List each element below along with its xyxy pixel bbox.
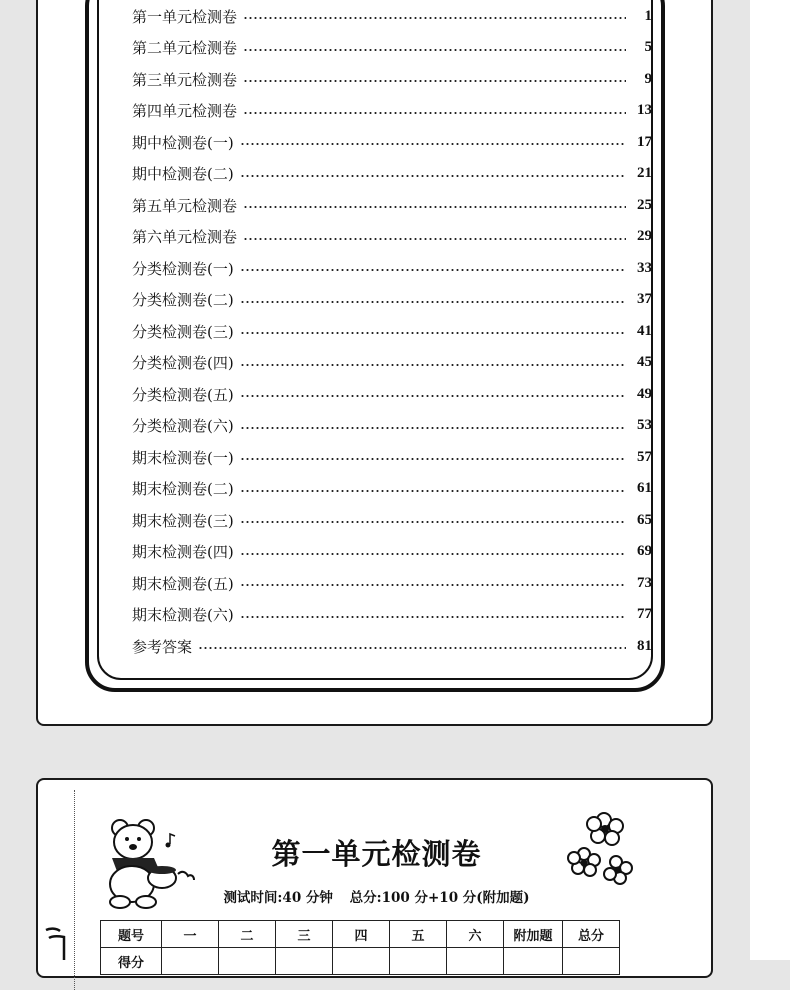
score-table-header-row — [101, 921, 620, 948]
score-table-column: 五 — [390, 921, 447, 948]
toc-entry-page-number: 29 — [637, 228, 652, 244]
total-score-label: 总分:100 分+10 分(附加题) — [349, 890, 530, 906]
paper-title: 第一单元检测卷 — [271, 837, 482, 871]
toc-entry-page-number: 1 — [644, 7, 652, 24]
toc-entry-title: 第四单元检测卷 — [132, 102, 238, 120]
toc-leader-dots — [240, 520, 626, 524]
toc-entry-page-number: 17 — [637, 133, 652, 150]
toc-entry[interactable] — [132, 351, 652, 375]
toc-leader-dots — [240, 552, 626, 556]
toc-entry-page-number: 69 — [637, 543, 652, 559]
toc-entry-title: 期末检测卷(五) — [132, 574, 234, 593]
score-cell[interactable] — [333, 948, 390, 975]
toc-entry-page-number: 61 — [637, 480, 652, 496]
toc-leader-dots — [198, 646, 626, 650]
toc-entry-page-number: 13 — [637, 102, 652, 118]
score-table-column: 三 — [276, 921, 333, 948]
toc-entry-title: 第一单元检测卷 — [132, 7, 238, 26]
toc-entry-title: 分类检测卷(四) — [132, 354, 234, 372]
toc-entry-page-number: 53 — [637, 417, 652, 433]
score-table — [100, 920, 620, 975]
toc-entry-page-number: 37 — [637, 291, 652, 307]
toc-entry-title: 期末检测卷(四) — [132, 543, 234, 561]
toc-entry-title: 第五单元检测卷 — [132, 196, 238, 215]
toc-leader-dots — [243, 111, 626, 115]
toc-entry-title: 分类检测卷(一) — [132, 259, 234, 278]
toc-entry[interactable] — [132, 67, 652, 91]
toc-entry-page-number: 77 — [637, 606, 652, 622]
toc-entry-page-number: 25 — [637, 196, 652, 213]
toc-entry-title: 期末检测卷(一) — [132, 448, 234, 467]
toc-entry-title: 第二单元检测卷 — [132, 39, 238, 57]
toc-entry[interactable] — [132, 319, 652, 343]
score-table-score-row — [101, 948, 620, 975]
toc-leader-dots — [240, 268, 626, 272]
toc-entry[interactable] — [132, 225, 652, 249]
toc-entry-page-number: 5 — [644, 39, 652, 55]
toc-leader-dots — [240, 583, 626, 587]
test-time-label: 测试时间:40 分钟 — [223, 890, 333, 906]
toc-leader-dots — [243, 205, 626, 209]
toc-entry-title: 分类检测卷(五) — [132, 385, 234, 404]
toc-leader-dots — [240, 457, 626, 461]
score-table-column: 六 — [447, 921, 504, 948]
toc-entry[interactable] — [132, 193, 652, 217]
toc-entry-page-number: 81 — [637, 637, 652, 654]
toc-entry[interactable] — [132, 162, 652, 186]
toc-leader-dots — [240, 489, 626, 493]
toc-entry-page-number: 49 — [637, 385, 652, 402]
toc-entry-title: 第三单元检测卷 — [132, 70, 238, 89]
score-table-header-label: 题号 — [101, 921, 162, 948]
toc-entry-title: 期末检测卷(六) — [132, 606, 234, 624]
toc-entry[interactable] — [132, 603, 652, 627]
score-table-column: 四 — [333, 921, 390, 948]
toc-entry[interactable] — [132, 571, 652, 595]
score-cell[interactable] — [447, 948, 504, 975]
score-cell[interactable] — [504, 948, 563, 975]
toc-entry[interactable] — [132, 130, 652, 154]
toc-entry-page-number: 65 — [637, 511, 652, 528]
toc-leader-dots — [243, 237, 626, 241]
toc-entry[interactable] — [132, 414, 652, 438]
toc-leader-dots — [243, 79, 626, 83]
toc-entry[interactable] — [132, 36, 652, 60]
toc-entry-title: 期中检测卷(二) — [132, 165, 234, 183]
toc-entry-title: 参考答案 — [132, 637, 193, 656]
toc-entry-title: 期末检测卷(二) — [132, 480, 234, 498]
toc-entry[interactable] — [132, 382, 652, 406]
toc-entry[interactable] — [132, 288, 652, 312]
score-cell[interactable] — [219, 948, 276, 975]
toc-entry-title: 期末检测卷(三) — [132, 511, 234, 530]
toc-entry[interactable] — [132, 508, 652, 532]
toc-leader-dots — [240, 174, 626, 178]
score-cell[interactable] — [162, 948, 219, 975]
background-strip — [750, 0, 790, 960]
paper-meta — [38, 886, 715, 906]
toc-page — [36, 0, 713, 726]
toc-entry[interactable] — [132, 540, 652, 564]
toc-entry[interactable] — [132, 256, 652, 280]
score-row-label: 得分 — [101, 948, 162, 975]
toc-entry-title: 分类检测卷(二) — [132, 291, 234, 309]
toc-leader-dots — [240, 142, 626, 146]
toc-entry-title: 分类检测卷(六) — [132, 417, 234, 435]
score-table-column: 一 — [162, 921, 219, 948]
score-cell[interactable] — [390, 948, 447, 975]
toc-leader-dots — [243, 48, 626, 52]
toc-leader-dots — [240, 394, 626, 398]
toc-leader-dots — [240, 426, 626, 430]
score-table-column: 总分 — [563, 921, 620, 948]
toc-entry[interactable] — [132, 99, 652, 123]
toc-leader-dots — [243, 16, 626, 20]
toc-entry-title: 分类检测卷(三) — [132, 322, 234, 341]
toc-entry-page-number: 33 — [637, 259, 652, 276]
toc-entry-page-number: 73 — [637, 574, 652, 591]
toc-leader-dots — [240, 300, 626, 304]
toc-entry[interactable] — [132, 634, 652, 658]
binding-mark-icon — [40, 922, 70, 962]
toc-entry[interactable] — [132, 477, 652, 501]
toc-leader-dots — [240, 331, 626, 335]
toc-entry-page-number: 21 — [637, 165, 652, 181]
score-cell[interactable] — [563, 948, 620, 975]
score-cell[interactable] — [276, 948, 333, 975]
toc-entry[interactable] — [132, 445, 652, 469]
toc-leader-dots — [240, 363, 626, 367]
test-paper-page — [36, 778, 713, 978]
score-table-column: 二 — [219, 921, 276, 948]
toc-entry-page-number: 57 — [637, 448, 652, 465]
toc-leader-dots — [240, 615, 626, 619]
toc-entry-title: 第六单元检测卷 — [132, 228, 238, 246]
toc-entry[interactable] — [132, 4, 652, 28]
score-table-column: 附加题 — [504, 921, 563, 948]
toc-entry-title: 期中检测卷(一) — [132, 133, 234, 152]
toc-entry-page-number: 9 — [644, 70, 652, 87]
toc-entry-page-number: 45 — [637, 354, 652, 370]
toc-entry-page-number: 41 — [637, 322, 652, 339]
